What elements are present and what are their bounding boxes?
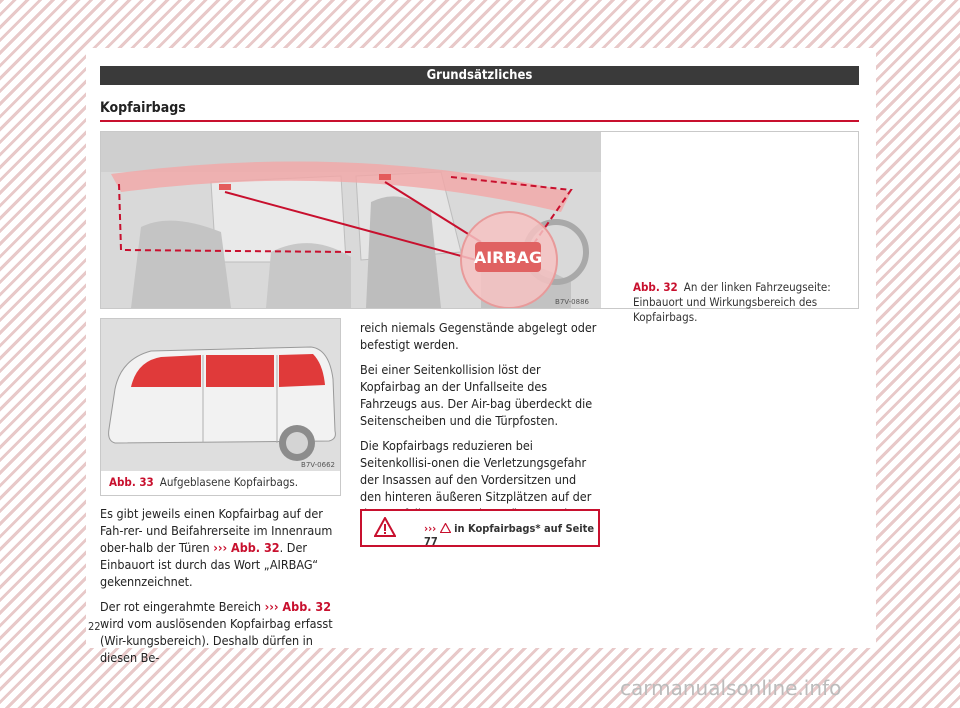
car-side-illustration <box>101 319 340 471</box>
paragraph: Der rot eingerahmte Bereich ››› Abb. 32 wird vom auslösenden Kopfairbag erfasst (Wir-kungsbereich). Deshalb dürfen in diesen Be- <box>100 599 333 665</box>
watermark: carmanualsonline.info <box>620 676 842 700</box>
paragraph: Bei einer Seitenkollision löst der Kopfairbag an der Unfallseite des Fahrzeugs aus. Der Air-bag überdeckt die Seitenscheiben und die Türpfosten. <box>360 362 593 428</box>
warning-triangle-icon <box>374 517 396 537</box>
text-column-1 <box>100 505 340 674</box>
interior-airbag-illustration <box>101 132 601 308</box>
section-title: Kopfairbags <box>100 100 186 116</box>
warning-box[interactable] <box>360 509 600 547</box>
figure-33 <box>100 318 341 496</box>
paragraph: reich niemals Gegenstände abgelegt oder befestigt werden. <box>360 320 597 352</box>
warning-reference[interactable]: ››› in Kopfairbags* auf Seite 77 <box>424 522 595 548</box>
figure-code: B7V-0886 <box>555 298 589 306</box>
paragraph: Es gibt jeweils einen Kopfairbag auf der Fah-rer- und Beifahrerseite im Innenraum ober-halb der Türen ››› Abb. 32. Der Einbauort ist durch das Wort „AIRBAG“ gekennzeichnet. <box>100 506 333 589</box>
figure-33-caption <box>109 475 337 490</box>
figure-32-caption <box>633 280 853 325</box>
figure-label: Abb. 32 <box>633 280 678 294</box>
text-column-2 <box>360 319 600 530</box>
section-divider <box>100 120 859 122</box>
airbag-label: AIRBAG <box>473 248 543 267</box>
caption-text: Aufgeblasene Kopfairbags. <box>159 475 299 489</box>
figure-label: Abb. 33 <box>109 475 154 489</box>
chapter-header: Grundsätzliches <box>100 66 859 85</box>
paragraph: Die Kopfairbags reduzieren bei Seitenkollisi-onen die Verletzungsgefahr der Insassen auf den Vordersitzen und den hinteren äußeren Sitzplätzen auf der <box>360 438 592 504</box>
figure-ref-link[interactable]: ››› Abb. 32 <box>213 540 280 555</box>
caption-text: An der linken Fahrzeugseite: Einbauort und Wirkungsbereich des Kopfairbags. <box>633 280 831 324</box>
warning-small-icon <box>440 523 451 533</box>
page-number: 22 <box>88 620 101 633</box>
figure-code: B7V-0662 <box>301 461 335 469</box>
figure-32 <box>100 131 859 324</box>
figure-ref-link[interactable]: ››› Abb. 32 <box>264 599 332 614</box>
